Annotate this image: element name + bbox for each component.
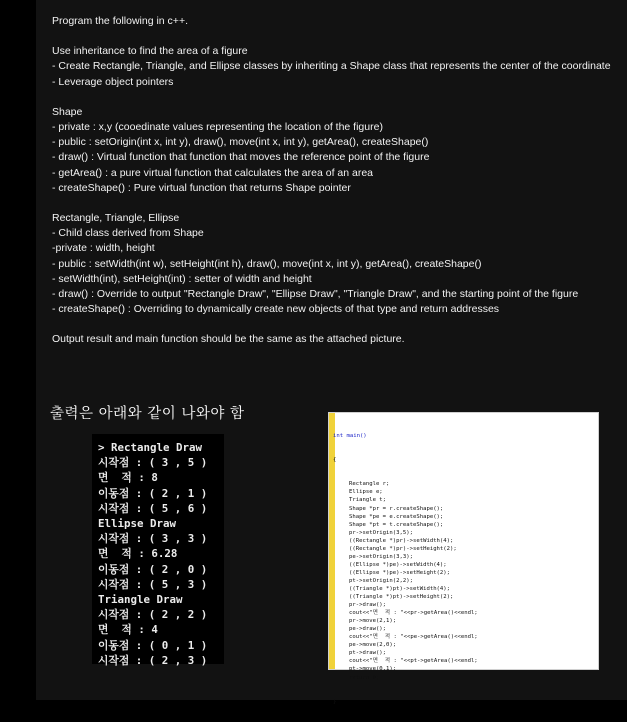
task-block xyxy=(52,44,612,90)
code-open-brace: { xyxy=(333,457,337,464)
code-signature xyxy=(333,432,478,440)
code-screenshot xyxy=(328,412,599,705)
child-section xyxy=(52,211,612,317)
console-line: 면 적 : 4 xyxy=(98,623,158,637)
console-line: 시작점 : ( 5 , 3 ) xyxy=(98,577,208,591)
intro-line: Program the following in c++. xyxy=(52,15,188,27)
shape-line: - private : x,y (cooedinate values representing the location of the figure) xyxy=(52,121,383,134)
code-line: pr->setOrigin(3,5); xyxy=(349,529,413,536)
console-line: 면 적 : 8 xyxy=(98,471,158,485)
code-line: ((Triangle *)pt)->setHeight(2); xyxy=(349,594,454,601)
code-line: ((Rectangle *)pr)->setHeight(2); xyxy=(349,545,457,552)
code-line: cout<<"면 적 : "<<pt->getArea()<<endl; xyxy=(349,658,478,665)
output-note: Output result and main function should be the same as the attached picture. xyxy=(52,333,405,346)
code-line: pr->draw(); xyxy=(349,602,387,609)
task-line: - Create Rectangle, Triangle, and Ellipse classes by inheriting a Shape class that represents the center of the coordinate xyxy=(52,60,611,73)
child-line: -private : width, height xyxy=(52,242,155,255)
code-line: return 0; xyxy=(349,674,380,681)
code-line: cout<<"면 적 : "<<pe->getArea()<<endl; xyxy=(349,634,478,641)
console-line: 시작점 : ( 3 , 3 ) xyxy=(98,532,208,546)
task-line: - Leverage object pointers xyxy=(52,75,174,88)
child-line: Rectangle, Triangle, Ellipse xyxy=(52,212,180,225)
console-line: 이동점 : ( 2 , 0 ) xyxy=(98,562,208,576)
code-close-brace: } xyxy=(333,698,337,705)
console-line: > Rectangle Draw xyxy=(98,441,203,454)
console-line: 시작점 : ( 5 , 6 ) xyxy=(98,501,208,515)
code-line: ((Rectangle *)pr)->setWidth(4); xyxy=(349,537,454,544)
code-line: pr->move(2,1); xyxy=(349,618,397,625)
code-line: cout<<"면 적 : "<<pr->getArea()<<endl; xyxy=(349,610,478,617)
code-line: ((Triangle *)pt)->setWidth(4); xyxy=(349,585,451,592)
console-output xyxy=(92,434,224,667)
code-body xyxy=(333,480,478,681)
code-line: Triangle t; xyxy=(349,497,387,504)
code-line: pe->setOrigin(3,3); xyxy=(349,553,413,560)
console-line: 시작점 : ( 3 , 5 ) xyxy=(98,456,208,470)
child-line: - draw() : Override to output "Rectangle Draw", "Ellipse Draw", "Triangle Draw", and the starting point of the figure xyxy=(52,288,579,301)
shape-line: - public : setOrigin(int x, int y), draw(), move(int x, int y), getArea(), createShape() xyxy=(52,136,429,149)
child-line: - setWidth(int), setHeight(int) : setter of width and height xyxy=(52,272,312,285)
code-line: Ellipse e; xyxy=(349,489,383,496)
question-text xyxy=(52,14,612,348)
console-line: 시작점 : ( 2 , 2 ) xyxy=(98,608,208,622)
code-line: ((Ellipse *)pe)->setWidth(4); xyxy=(349,561,447,568)
shape-line: - createShape() : Pure virtual function that returns Shape pointer xyxy=(52,181,351,194)
child-line: - createShape() : Overriding to dynamically create new objects of that type and return addresses xyxy=(52,303,500,316)
code-line: pt->draw(); xyxy=(349,650,387,657)
code-line: ((Ellipse *)pe)->setHeight(2); xyxy=(349,569,451,576)
code-line: pt->move(0,1); xyxy=(349,666,397,673)
shape-section xyxy=(52,105,612,196)
code-line: Rectangle r; xyxy=(349,481,390,488)
code-line: Shape *pt = t.createShape(); xyxy=(349,521,444,528)
console-line: Ellipse Draw xyxy=(98,517,177,531)
code-line: pe->draw(); xyxy=(349,626,387,633)
image-title: 출력은 아래와 같이 나와야 함 xyxy=(50,406,245,422)
console-text xyxy=(98,440,207,668)
child-line: - public : setWidth(int w), setHeight(int h), draw(), move(int x, int y), getArea(), createShape() xyxy=(52,257,482,270)
shape-line: - draw() : Virtual function that function that moves the reference point of the figure xyxy=(52,151,430,164)
shape-line: Shape xyxy=(52,105,83,118)
console-line: 면 적 : 6.28 xyxy=(98,547,178,561)
child-line: - Child class derived from Shape xyxy=(52,227,204,240)
task-line: Use inheritance to find the area of a figure xyxy=(52,45,248,58)
console-line: 이동점 : ( 2 , 1 ) xyxy=(98,486,208,500)
code-line: Shape *pr = r.createShape(); xyxy=(349,505,444,512)
code-line: Shape *pe = e.createShape(); xyxy=(349,513,444,520)
shape-line: - getArea() : a pure virtual function that calculates the area of an area xyxy=(52,166,374,179)
code-line: pt->setOrigin(2,2); xyxy=(349,577,413,584)
code-text xyxy=(333,416,478,722)
console-line: 시작점 : ( 2 , 3 ) xyxy=(98,653,208,667)
code-signature-text: int main() xyxy=(333,433,367,440)
console-line: 이동점 : ( 0 , 1 ) xyxy=(98,638,208,652)
console-line: Triangle Draw xyxy=(98,593,183,607)
code-line: pe->move(2,0); xyxy=(349,642,397,649)
